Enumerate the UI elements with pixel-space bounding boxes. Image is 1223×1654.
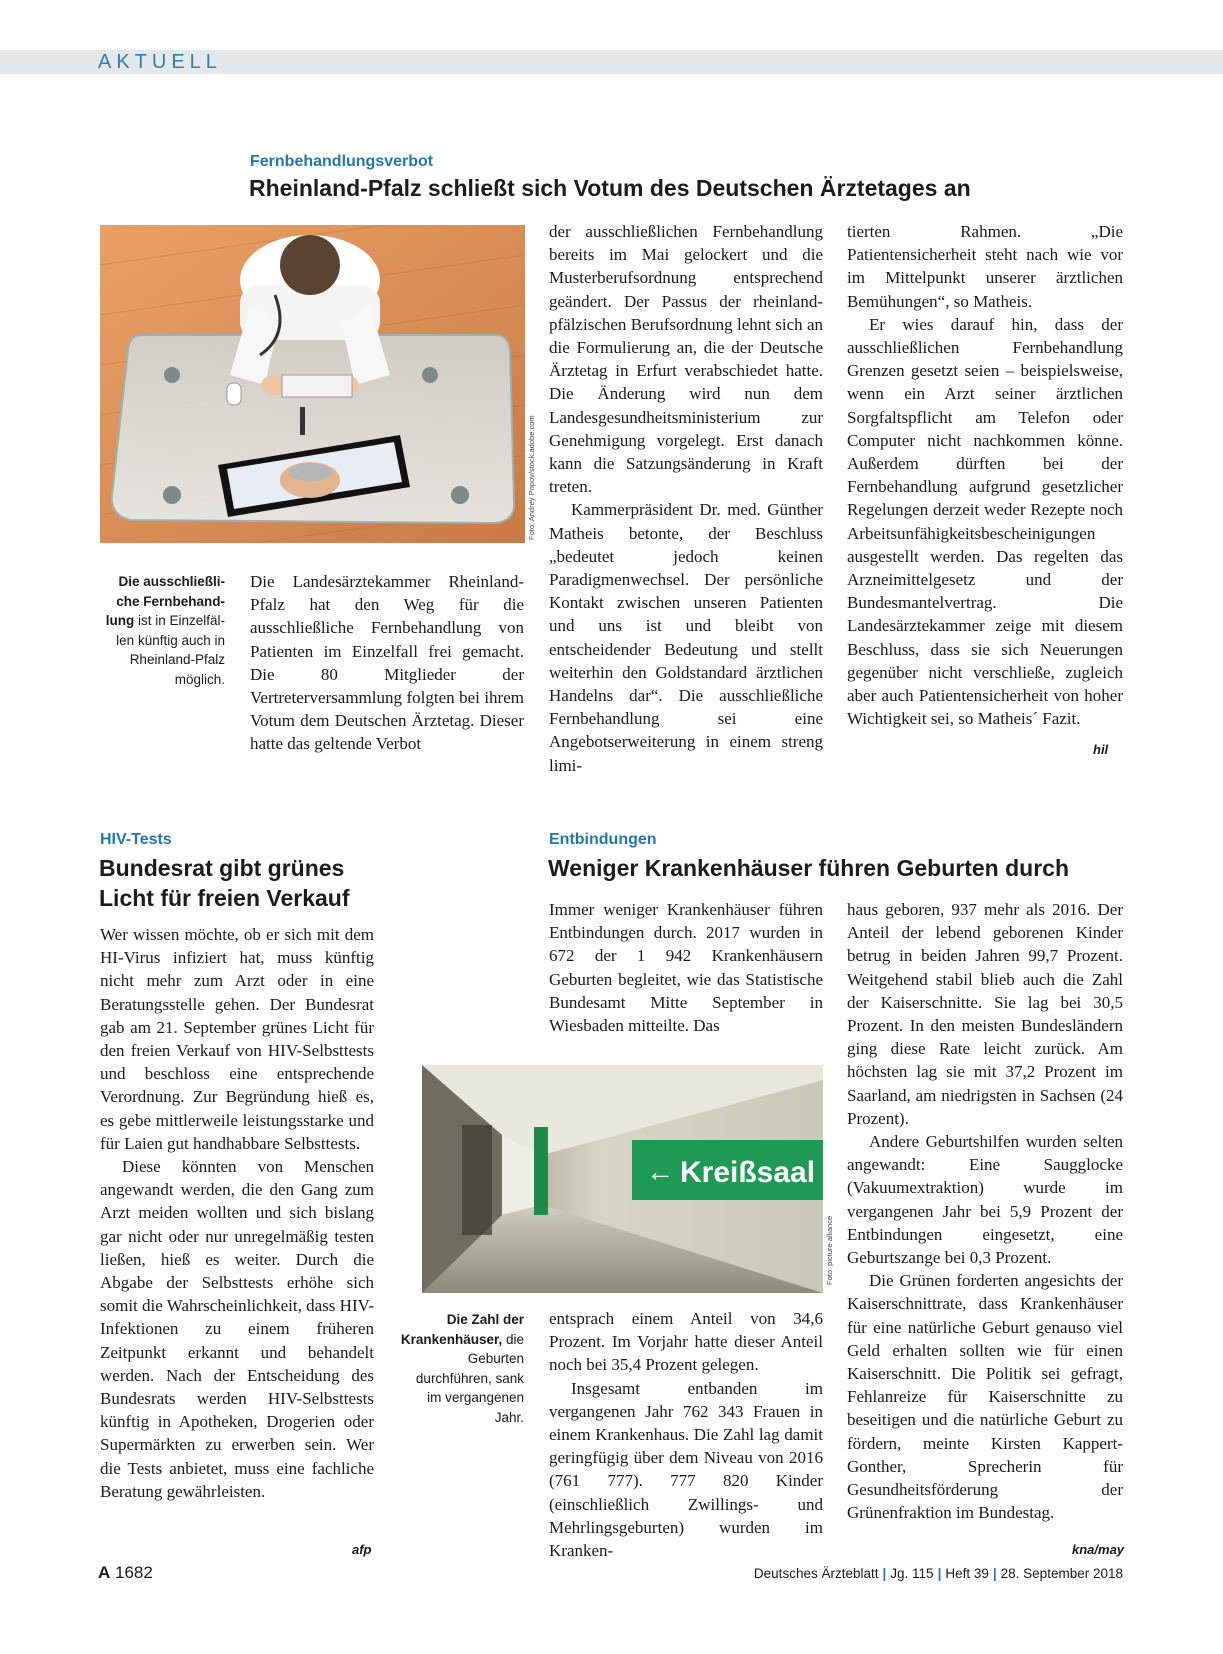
article3-caption-bold: Die Zahl der Krankenhäuser, bbox=[400, 1312, 524, 1347]
paragraph: Die Grünen forderten angesichts der Kaiserschnittrate, dass Krankenhäuser für eine natürliche Geburt genauso viel Geld erhalten sollten wie für einen Kaiserschnitt. Die Politik sei gefragt, Fehlanreize für Kaiserschnitte zu beseitigen und die natürliche Geburt zu fördern, meinte Kirsten Kappert-Gonther, Sprecherin für Gesundheitsförderung der Grünenfraktion im Bundestag. bbox=[847, 1271, 1123, 1523]
footer-separator: | bbox=[992, 1566, 997, 1581]
article2-headline-line2: Licht für freien Verkauf bbox=[99, 885, 350, 911]
article1-column-1 bbox=[250, 570, 524, 756]
article2-signature: afp bbox=[352, 1542, 372, 1557]
footer-journal: Deutsches Ärzteblatt bbox=[753, 1566, 879, 1581]
paragraph: entsprach einem Anteil von 34,6 Prozent. Im Vorjahr hatte dieser Anteil noch bei 35,4 Prozent gelegen. bbox=[549, 1309, 823, 1375]
article2-headline-line1: Bundesrat gibt grünes bbox=[99, 855, 345, 881]
footer-separator: | bbox=[937, 1566, 942, 1581]
article2-kicker: HIV-Tests bbox=[100, 831, 172, 848]
article2-column-1 bbox=[100, 923, 374, 1503]
article3-caption bbox=[400, 1310, 524, 1427]
paragraph: Kammerpräsident Dr. med. Günther Matheis betonte, der Beschluss „bedeutet jedoch keinen Paradigmenwechsel. Der persönliche Kontakt zwischen unseren Patienten und uns ist und bleibt von entscheidender Bedeutung und stellt weiterhin den Goldstandard ärztlichen Handelns dar“. Die ausschließliche Fernbehandlung sei eine Angebotserweiterung in einem streng limi- bbox=[549, 500, 823, 775]
footer-volume: Jg. 115 bbox=[890, 1566, 934, 1581]
article1-caption-text: ist in Einzelfäl-len künftig auch in Rheinland-Pfalz möglich. bbox=[116, 613, 225, 687]
article3-signature-wrap bbox=[1072, 1538, 1124, 1561]
article1-column-3 bbox=[847, 220, 1123, 730]
paragraph: Diese könnten von Menschen angewandt werden, die den Gang zum Arzt meiden wollten und sich bislang gar nicht oder nur unregelmäßig testen ließen, hieß es weiter. Durch die Abgabe der Selbsttests erhöhe sich somit die Wahrscheinlichkeit, dass HIV-Infektionen zu einem früheren Zeitpunkt erkannt und behandelt werden. Nach der Entscheidung des Bundesrats werden HIV-Selbsttests künftig in Apotheken, Drogerien oder Supermärkten zu erwerben sein. Wer die Tests anbietet, muss eine fachliche Beratung gewährleisten. bbox=[100, 1157, 374, 1501]
article3-photo-credit: Foto: picture alliance bbox=[825, 1215, 834, 1285]
paragraph: Wer wissen möchte, ob er sich mit dem HI-Virus infiziert hat, muss künftig nicht mehr zum Arzt oder in eine Beratungsstelle gehen. Der Bundesrat gab am 21. September grünes Licht für den freien Verkauf von HIV-Selbsttests und beschloss eine entsprechende Verordnung. Zur Begründung hieß es, es gebe mittlerweile leistungsstarke und für Laien gut handhabbare Selbsttests. bbox=[100, 925, 374, 1153]
arrow-left-icon: ← bbox=[646, 1156, 674, 1187]
article1-kicker: Fernbehandlungsverbot bbox=[250, 153, 434, 170]
article3-caption-text: die Geburten durchführen, sank im vergangenen Jahr. bbox=[415, 1331, 524, 1425]
article1-signature: hil bbox=[1093, 742, 1109, 757]
article3-column-3 bbox=[847, 898, 1123, 1524]
paragraph: Er wies darauf hin, dass der ausschließlichen Fernbehandlung Grenzen gesetzt seien – beispielsweise, wenn ein Arzt seiner ärztlichen Sorgfaltspflicht am Telefon oder Computer nicht nachkommen könne. Außerdem dürften bei der Fernbehandlung aufgrund gesetzlicher Regelungen derzeit weder Rezepte noch Arbeitsunfähigkeitsbescheinigungen ausgestellt werden. Das regelten das Arzneimittelgesetz und der Bundesmantelvertrag. Die Landesärztekammer zeige mit diesem Beschluss, dass sie sich Neuerungen gegenüber nicht verschließe, zugleich aber auch Patientensicherheit von hoher Wichtigkeit sei, so Matheis´ Fazit. bbox=[847, 314, 1123, 729]
article3-photo-delivery-room-corridor bbox=[422, 1065, 823, 1293]
page-prefix: A bbox=[98, 1563, 111, 1582]
section-label: AKTUELL bbox=[98, 51, 222, 73]
article1-photo-doctor-telemedicine bbox=[100, 225, 525, 543]
article3-column-2a bbox=[549, 898, 823, 1037]
article1-caption-bold: Die ausschließli-che Fernbehand-lung bbox=[105, 574, 225, 628]
article1-headline: Rheinland-Pfalz schließt sich Votum des Deutschen Ärztetages an bbox=[249, 175, 971, 201]
footer-separator: | bbox=[882, 1566, 887, 1581]
paragraph: haus geboren, 937 mehr als 2016. Der Anteil der lebend geborenen Kinder betrug in beiden Jahren 99,7 Prozent. Weitgehend stabil blieb auch die Zahl der Kaiserschnitte. Sie lag bei 30,5 Prozent. In den meisten Bundesländern ging diese Rate leicht zurück. Am höchsten lag sie mit 37,2 Prozent im Saarland, am niedrigsten in Sachsen (24 Prozent). bbox=[847, 900, 1123, 1128]
article1-column-2 bbox=[549, 220, 823, 777]
article1-caption bbox=[100, 572, 225, 689]
article3-headline: Weniger Krankenhäuser führen Geburten durch bbox=[548, 855, 1070, 881]
page-number bbox=[98, 1563, 153, 1583]
article1-photo-credit: Foto: Andrey Popov/stock.adobe.com bbox=[527, 415, 536, 540]
paragraph: Die Landesärztekammer Rheinland-Pfalz hat den Weg für die ausschließliche Fernbehandlung von Patienten im Einzelfall frei gemacht. Die 80 Mitglieder der Vertreterversammlung folgten bei ihrem Votum dem Deutschen Ärztetag. Dieser hatte das geltende Verbot bbox=[250, 572, 524, 754]
article3-column-2b bbox=[549, 1307, 823, 1562]
footer-journal-info bbox=[754, 1566, 1123, 1581]
article2-signature-wrap bbox=[352, 1538, 372, 1561]
paragraph: Andere Geburtshilfen wurden selten angewandt: Eine Saugglocke (Vakuumextraktion) wurde im vergangenen Jahr bei 5,9 Prozent der Entbindungen eingesetzt, eine Geburtszange bei 0,3 Prozent. bbox=[847, 1132, 1123, 1268]
paragraph: Insgesamt entbanden im vergangenen Jahr 762 343 Frauen in einem Krankenhaus. Die Zahl lag damit geringfügig über dem Niveau von 2016 (761 777). 777 820 Kinder (einschließlich Zwillings- und Mehrlingsgeburten) wurden im Kranken- bbox=[549, 1378, 823, 1561]
paragraph: tierten Rahmen. „Die Patientensicherheit steht nach wie vor im Mittelpunkt unserer ärztlichen Bemühungen“, so Matheis. bbox=[847, 222, 1123, 311]
article3-signature: kna/may bbox=[1072, 1542, 1125, 1557]
footer-date: 28. September 2018 bbox=[1000, 1566, 1123, 1581]
footer-issue: Heft 39 bbox=[945, 1566, 989, 1581]
paragraph: der ausschließlichen Fernbehandlung bereits im Mai gelockert und die Musterberufsordnung entsprechend geändert. Der Passus der rheinland-pfälzischen Berufsordnung lehnt sich an die Formulierung an, die der Deutsche Ärztetag in Erfurt verabschiedet hatte. Die Änderung wird nun dem Landesgesundheitsministerium zur Genehmigung vorgelegt. Erst danach kann die Satzungsänderung in Kraft treten. bbox=[549, 222, 823, 497]
paragraph: Immer weniger Krankenhäuser führen Entbindungen durch. 2017 wurden in 672 der 1 942 Krankenhäusern Geburten begleitet, wie das Statistische Bundesamt Mitte September in Wiesbaden mitteilte. Das bbox=[549, 900, 823, 1036]
article3-photo-sign-text: Kreißsaal bbox=[680, 1156, 816, 1189]
article1-signature-wrap bbox=[1093, 738, 1108, 761]
article3-kicker: Entbindungen bbox=[549, 831, 657, 848]
page-number-value: 1682 bbox=[115, 1563, 153, 1582]
